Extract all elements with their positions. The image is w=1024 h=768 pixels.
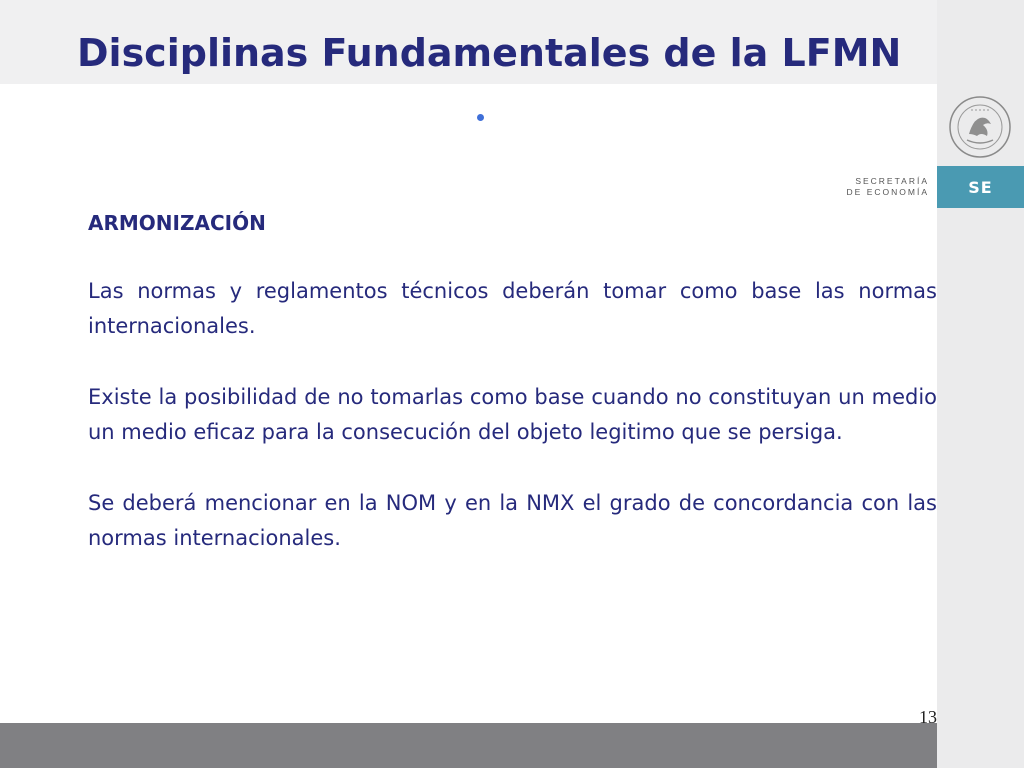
slide-number: 13: [919, 707, 937, 727]
slide-body: [88, 206, 937, 592]
national-seal-icon: [947, 94, 1013, 160]
footer-bar: [0, 723, 937, 768]
ministry-line-2: DE ECONOMÍA: [846, 187, 929, 197]
section-heading: ARMONIZACIÓN: [88, 211, 266, 235]
se-badge: [937, 166, 1024, 208]
paragraph-1: Las normas y reglamentos técnicos deberán tomar como base las normas internacionales.: [88, 279, 937, 338]
paragraph-3: Se deberá mencionar en la NOM y en la NMX el grado de concordancia con las normas internacionales.: [88, 491, 937, 550]
page-title: Disciplinas Fundamentales de la LFMN: [77, 31, 902, 75]
bullet-dot: [477, 114, 484, 121]
ministry-name: [839, 176, 929, 198]
paragraph-2: Existe la posibilidad de no tomarlas como base cuando no constituyan un medio un medio eficaz para la consecución del objeto legitimo que se persiga.: [88, 385, 937, 444]
ministry-line-1: SECRETARÍA: [855, 176, 929, 186]
se-badge-label: SE: [968, 177, 993, 197]
